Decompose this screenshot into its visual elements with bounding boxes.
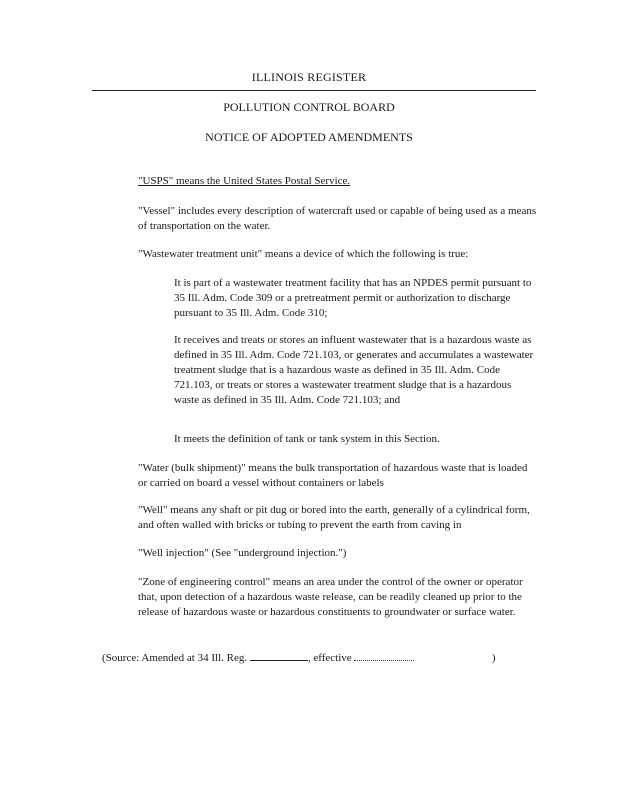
wastewater-criterion-1: It is part of a wastewater treatment facility that has an NPDES permit pursuant to 35 Ill. Adm. Code 309 or a pretreatment permit or authorization to discharge pursuant to 35 Ill. Adm. Code 310; [174,277,532,319]
wastewater-criterion-2: It receives and treats or stores an influent wastewater that is a hazardous waste as defined in 35 Ill. Adm. Code 721.103, or generates and accumulates a wastewater treatment sludge that is a hazardous waste as defined in 35 Ill. Adm. Code 721.103, or treats or stores a wastewater treatment sludge that is a hazardous waste as defined in 35 Ill. Adm. Code 721.103; and [174,334,534,406]
definition-well-injection: "Well injection" (See "underground injection.") [138,547,347,559]
register-page-blank [250,650,308,661]
source-prefix: (Source: Amended at 34 Ill. Reg. [102,652,248,664]
notice-title: NOTICE OF ADOPTED AMENDMENTS [205,130,413,144]
effective-date-blank [354,650,414,661]
header-rule [92,90,536,91]
definition-zone-of-engineering-control: "Zone of engineering control" means an area under the control of the owner or operator that, upon detection of a hazardous waste release, can be readily cleaned up prior to the release of hazardous waste or hazardous constituents to groundwater or surface water. [138,576,523,618]
register-title: ILLINOIS REGISTER [251,70,367,84]
definition-well: "Well" means any shaft or pit dug or bored into the earth, generally of a cylindrical form, and often walled with bricks or tubing to prevent the earth from caving in [138,504,530,531]
source-middle: , effective [307,652,352,664]
source-note [102,650,542,666]
definition-usps: "USPS" means the United States Postal Service. [138,175,351,187]
definition-water-bulk: "Water (bulk shipment)" means the bulk transportation of hazardous waste that is loaded or carried on board a vessel without containers or labels [138,462,528,489]
wastewater-criterion-3: It meets the definition of tank or tank system in this Section. [174,433,440,445]
source-suffix: ) [491,652,496,664]
board-title: POLLUTION CONTROL BOARD [223,100,395,114]
definition-vessel: "Vessel" includes every description of watercraft used or capable of being used as a means of transportation on the water. [138,205,537,232]
definition-wastewater-unit: "Wastewater treatment unit" means a device of which the following is true: [138,248,469,260]
